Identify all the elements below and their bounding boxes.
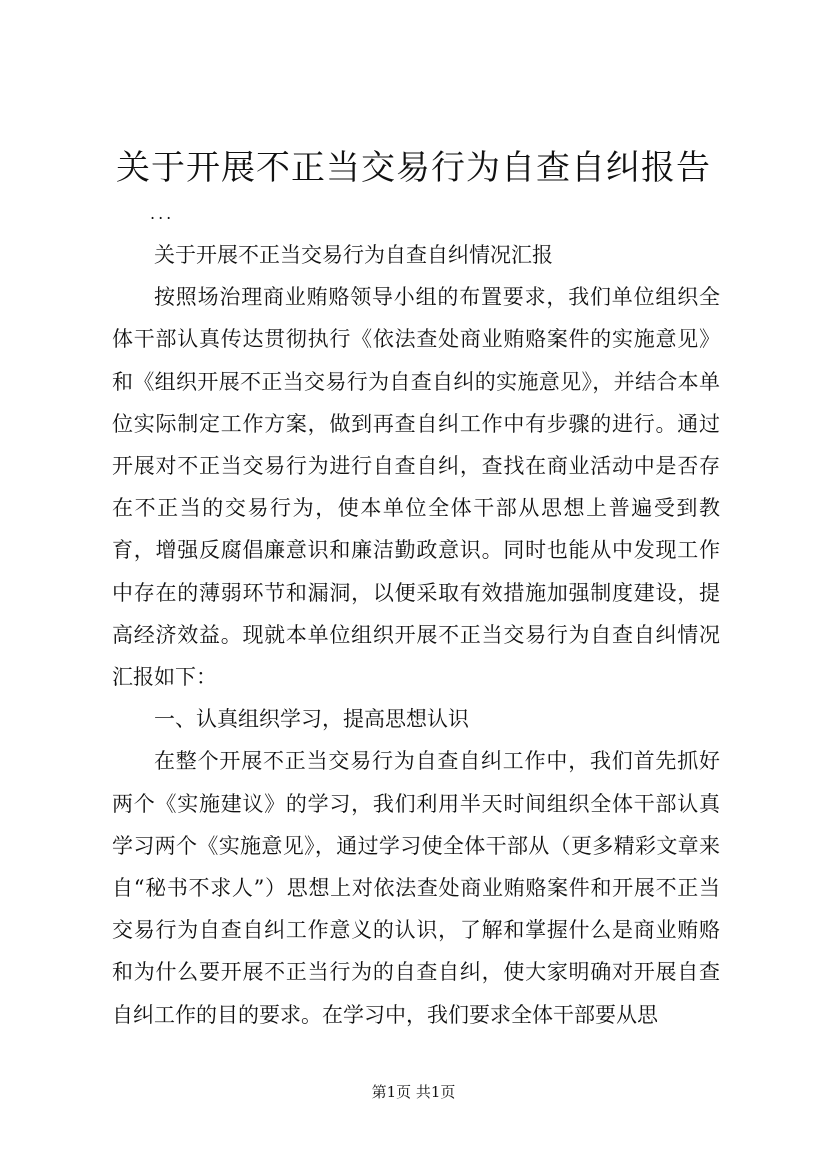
intro-paragraph: 按照场治理商业贿赂领导小组的布置要求，我们单位组织全体干部认真传达贯彻执行《依法查处商业贿赂案件的实施意见》和《组织开展不正当交易行为自查自纠的实施意见》，并结合本单位实际制定工作方案，做到再查自纠工作中有步骤的进行。通过开展对不正当交易行为进行自查自纠，查找在商业活动中是否存在不正当的交易行为，使本单位全体干部从思想上普遍受到教育，增强反腐倡廉意识和廉洁勤政意识。同时也能从中发现工作中存在的薄弱环节和漏洞，以便采取有效措施加强制度建设，提高经济效益。现就本单位组织开展不正当交易行为自查自纠情况汇报如下： [112, 285, 720, 690]
section-heading: 一、认真组织学习，提高思想认识 [154, 707, 469, 732]
section-paragraph: 在整个开展不正当交易行为自查自纠工作中，我们首先抓好两个《实施建议》的学习，我们利用半天时间组织全体干部认真学习两个《实施意见》，通过学习使全体干部从（更多精彩文章来自“秘书不求人”）思想上对依法查处商业贿赂案件和开展不正当交易行为自查自纠工作意义的认识，了解和掌握什么是商业贿赂和为什么要开展不正当行为的自查自纠，使大家明确对开展自查自纠工作的目的要求。在学习中，我们要求全体干部要从思 [112, 749, 720, 1027]
subtitle-paragraph: 关于开展不正当交易行为自查自纠情况汇报 [154, 243, 553, 267]
ellipsis-marker: ... [150, 204, 175, 223]
page-footer: 第1页 共1页 [371, 1083, 456, 1101]
document-title: 关于开展不正当交易行为自查自纠报告 [116, 148, 711, 188]
document-body [112, 234, 720, 1036]
